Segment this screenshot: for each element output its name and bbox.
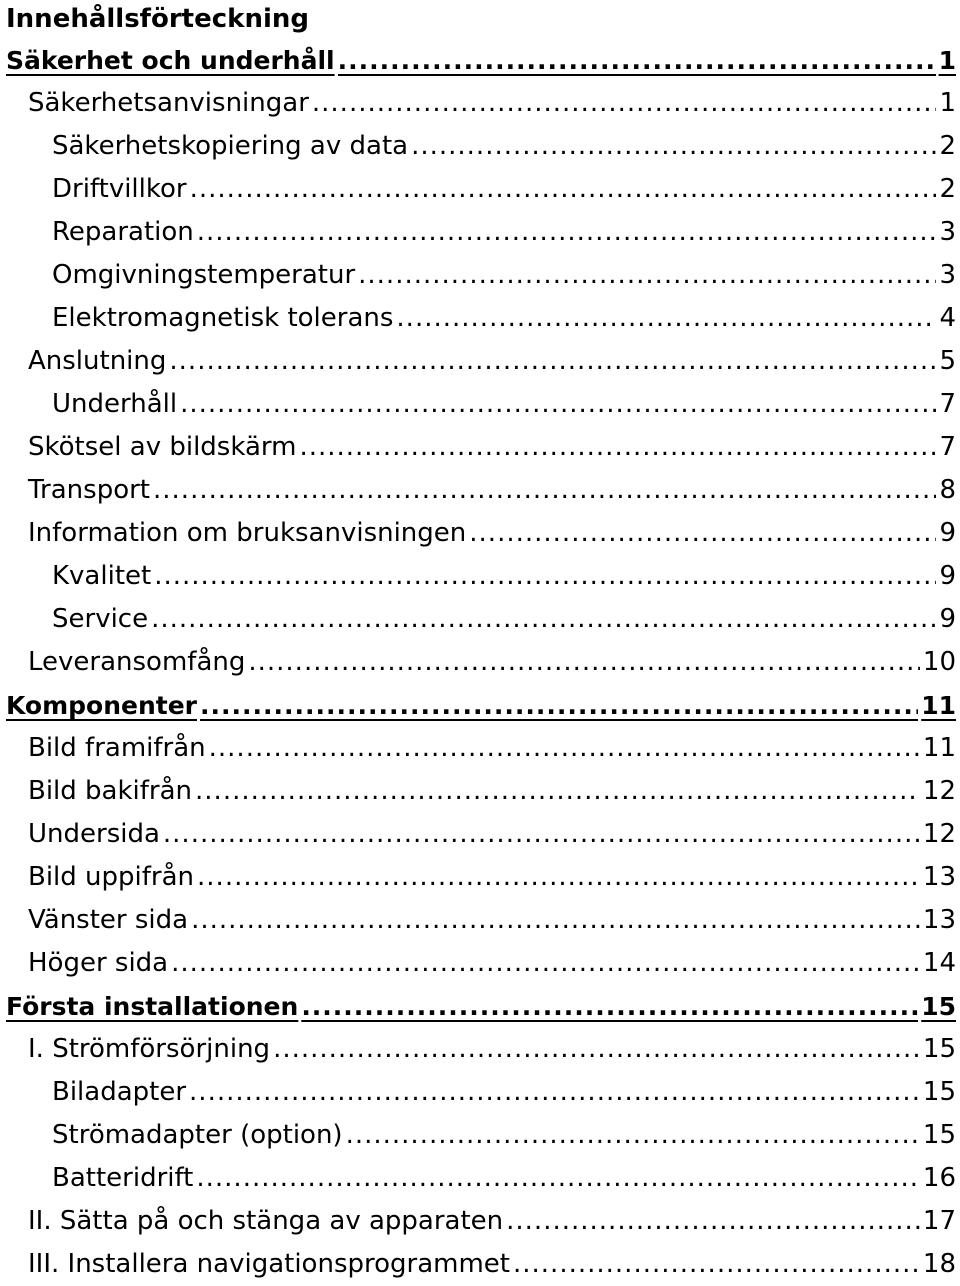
toc-leader-dots — [197, 211, 937, 254]
toc-entry-page-number: 5 — [939, 346, 956, 376]
toc-entry-page-number: 2 — [939, 174, 956, 204]
toc-leader-dots — [273, 1028, 920, 1071]
toc-leader-dots — [180, 383, 936, 426]
toc-title: Innehållsförteckning — [6, 4, 309, 34]
toc-entry-page-number: 11 — [921, 691, 956, 720]
toc-entry[interactable] — [0, 297, 960, 340]
toc-leader-dots — [200, 684, 918, 727]
toc-leader-dots — [171, 942, 920, 985]
toc-entry[interactable] — [0, 82, 960, 125]
toc-entry-label: Reparation — [52, 217, 194, 247]
toc-entry[interactable] — [0, 598, 960, 641]
toc-entry-page-number: 12 — [922, 776, 956, 806]
toc-leader-dots — [189, 1071, 920, 1114]
toc-leader-dots — [338, 39, 936, 82]
toc-leader-dots — [196, 1157, 920, 1200]
toc-entry-label: Driftvillkor — [52, 174, 187, 204]
toc-leader-dots — [299, 426, 936, 469]
toc-entry-label: Elektromagnetisk tolerans — [52, 303, 394, 333]
toc-entry[interactable] — [0, 684, 960, 727]
toc-entry-label: Information om bruksanvisningen — [28, 518, 467, 548]
toc-entry-page-number: 7 — [939, 389, 956, 419]
toc-entry-label: Anslutning — [28, 346, 167, 376]
toc-entry-label: Biladapter — [52, 1077, 187, 1107]
toc-entry[interactable] — [0, 942, 960, 985]
toc-entry[interactable] — [0, 985, 960, 1028]
toc-entry[interactable] — [0, 813, 960, 856]
toc-leader-dots — [190, 168, 937, 211]
toc-entry-page-number: 16 — [922, 1163, 956, 1193]
toc-entry[interactable] — [0, 770, 960, 813]
toc-entry-page-number: 10 — [922, 647, 956, 677]
toc-entry-label: Bild framifrån — [28, 733, 206, 763]
toc-entry-label: Service — [52, 604, 149, 634]
toc-entry-page-number: 9 — [939, 604, 956, 634]
toc-entry-page-number: 17 — [922, 1206, 956, 1236]
toc-leader-dots — [469, 512, 936, 555]
toc-list — [0, 39, 960, 1286]
toc-entry[interactable] — [0, 641, 960, 684]
toc-entry-page-number: 7 — [939, 432, 956, 462]
toc-entry-page-number: 14 — [922, 948, 956, 978]
toc-entry-page-number: 3 — [939, 260, 956, 290]
toc-leader-dots — [358, 254, 936, 297]
toc-entry-label: Skötsel av bildskärm — [28, 432, 297, 462]
toc-entry[interactable] — [0, 254, 960, 297]
toc-entry-page-number: 8 — [939, 475, 956, 505]
toc-entry-label: III. Installera navigationsprogrammet — [28, 1249, 510, 1279]
toc-leader-dots — [396, 297, 936, 340]
toc-leader-dots — [312, 82, 937, 125]
toc-entry[interactable] — [0, 727, 960, 770]
toc-leader-dots — [191, 899, 920, 942]
toc-entry-label: Säkerhetsanvisningar — [28, 88, 309, 118]
toc-leader-dots — [151, 598, 936, 641]
toc-entry[interactable] — [0, 1243, 960, 1286]
toc-entry-label: Strömadapter (option) — [52, 1120, 343, 1150]
toc-entry-page-number: 4 — [939, 303, 956, 333]
toc-leader-dots — [513, 1243, 920, 1286]
toc-leader-dots — [197, 856, 920, 899]
toc-entry[interactable] — [0, 856, 960, 899]
toc-entry-page-number: 9 — [939, 561, 956, 591]
toc-leader-dots — [154, 555, 936, 598]
toc-entry-page-number: 12 — [922, 819, 956, 849]
toc-entry[interactable] — [0, 899, 960, 942]
toc-entry[interactable] — [0, 426, 960, 469]
toc-leader-dots — [411, 125, 936, 168]
toc-entry[interactable] — [0, 1071, 960, 1114]
toc-entry-label: Underhåll — [52, 389, 178, 419]
toc-leader-dots — [346, 1114, 920, 1157]
toc-entry-page-number: 2 — [939, 131, 956, 161]
toc-entry-label: Komponenter — [6, 691, 198, 720]
toc-entry-label: Första installationen — [6, 992, 299, 1021]
toc-entry-page-number: 1 — [939, 88, 956, 118]
toc-entry-page-number: 11 — [922, 733, 956, 763]
toc-entry-page-number: 18 — [922, 1249, 956, 1279]
toc-entry[interactable] — [0, 125, 960, 168]
toc-entry-page-number: 13 — [922, 862, 956, 892]
toc-entry-label: Leveransomfång — [28, 647, 246, 677]
toc-entry-label: I. Strömförsörjning — [28, 1034, 271, 1064]
toc-leader-dots — [169, 340, 936, 383]
toc-leader-dots — [163, 813, 920, 856]
toc-entry[interactable] — [0, 555, 960, 598]
toc-entry-page-number: 15 — [922, 1120, 956, 1150]
toc-entry[interactable] — [0, 1157, 960, 1200]
toc-entry[interactable] — [0, 211, 960, 254]
toc-entry[interactable] — [0, 1200, 960, 1243]
toc-entry-page-number: 3 — [939, 217, 956, 247]
toc-entry-label: Höger sida — [28, 948, 169, 978]
toc-entry[interactable] — [0, 1114, 960, 1157]
toc-entry-label: Omgivningstemperatur — [52, 260, 356, 290]
toc-entry-label: Säkerhetskopiering av data — [52, 131, 409, 161]
toc-entry-label: Transport — [28, 475, 151, 505]
toc-entry[interactable] — [0, 39, 960, 82]
toc-entry-label: Bild uppifrån — [28, 862, 195, 892]
toc-entry-page-number: 1 — [938, 46, 956, 75]
toc-entry-label: Undersida — [28, 819, 160, 849]
toc-entry-label: II. Sätta på och stänga av apparaten — [28, 1206, 504, 1236]
toc-entry[interactable] — [0, 1028, 960, 1071]
toc-entry-label: Bild bakifrån — [28, 776, 193, 806]
toc-entry-page-number: 15 — [921, 992, 956, 1021]
toc-entry[interactable] — [0, 168, 960, 211]
toc-leader-dots — [248, 641, 920, 684]
toc-entry[interactable] — [0, 469, 960, 512]
toc-entry[interactable] — [0, 383, 960, 426]
toc-leader-dots — [195, 770, 920, 813]
toc-entry-page-number: 13 — [922, 905, 956, 935]
toc-leader-dots — [153, 469, 936, 512]
toc-entry-page-number: 15 — [922, 1077, 956, 1107]
toc-leader-dots — [301, 985, 918, 1028]
toc-entry-page-number: 9 — [939, 518, 956, 548]
toc-entry-page-number: 15 — [922, 1034, 956, 1064]
toc-entry-label: Säkerhet och underhåll — [6, 46, 335, 75]
toc-entry-label: Vänster sida — [28, 905, 189, 935]
toc-entry-label: Kvalitet — [52, 561, 152, 591]
toc-entry[interactable] — [0, 340, 960, 383]
toc-entry-label: Batteridrift — [52, 1163, 194, 1193]
toc-leader-dots — [209, 727, 920, 770]
toc-entry[interactable] — [0, 512, 960, 555]
toc-leader-dots — [506, 1200, 920, 1243]
